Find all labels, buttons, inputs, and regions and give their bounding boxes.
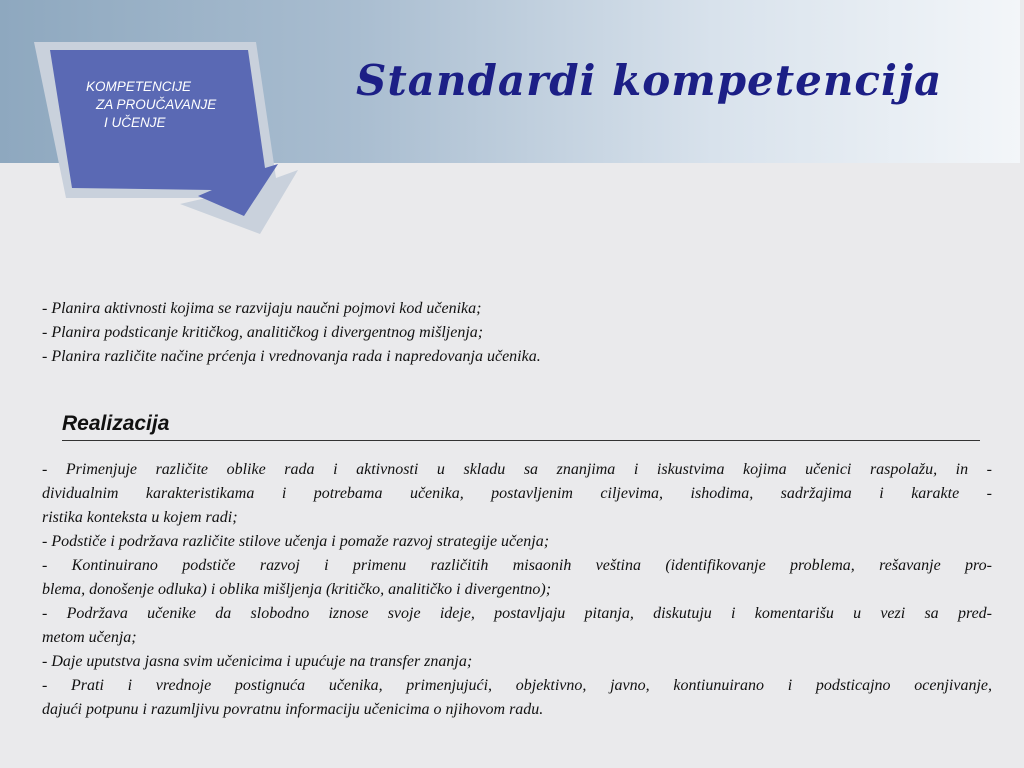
badge-arrow-icon — [30, 38, 300, 238]
section-divider — [62, 440, 980, 441]
badge-label — [86, 78, 216, 132]
planning-list — [42, 297, 992, 369]
list-item: - Planira podsticanje kritičkog, analitičkog i divergentnog mišljenja; — [42, 324, 484, 341]
list-item — [42, 650, 992, 674]
list-item-line: blema, donošenje odluka) i oblika mišljenja (kritičko, analitičko i divergentno); — [42, 581, 552, 598]
list-item-line: metom učenja; — [42, 629, 137, 646]
list-item — [42, 458, 992, 530]
list-item: - Planira aktivnosti kojima se razvijaju naučni pojmovi kod učenika; — [42, 300, 482, 317]
list-item-line: - Kontinuirano podstiče razvoj i primenu različitih misaonih veština (identifikovanje problema, rešavanje pro- — [42, 557, 992, 574]
badge-line-1: KOMPETENCIJE — [86, 79, 192, 94]
list-item — [42, 674, 992, 722]
list-item-line: ristika konteksta u kojem radi; — [42, 509, 238, 526]
list-item — [42, 530, 992, 554]
list-item-line: - Podržava učenike da slobodno iznose svoje ideje, postavljaju pitanja, diskutuju i komentarišu u vezi sa pred- — [42, 605, 992, 622]
list-item — [42, 602, 992, 650]
list-item-line: - Daje uputstva jasna svim učenicima i upućuje na transfer znanja; — [42, 653, 473, 670]
list-item: - Planira različite načine prćenja i vrednovanja rada i napredovanja učenika. — [42, 348, 541, 365]
list-item — [42, 554, 992, 602]
list-item-line: - Primenjuje različite oblike rada i aktivnosti u skladu sa znanjima i iskustvima kojima učenici raspolažu, in - — [42, 461, 992, 478]
page-title: Standardi kompetencija — [356, 56, 943, 105]
badge-line-3: I UČENJE — [104, 115, 166, 130]
list-item-line: dividualnim karakteristikama i potrebama učenika, postavljenim ciljevima, ishodima, sadržajima i karakte - — [42, 485, 992, 502]
list-item-line: - Prati i vrednoje postignuća učenika, primenjujući, objektivno, javno, kontiunuirano i podsticajno ocenjivanje, — [42, 677, 992, 694]
realization-list — [42, 458, 992, 722]
list-item-line: dajući potpunu i razumljivu povratnu informaciju učenicima o njihovom radu. — [42, 701, 544, 718]
section-heading: Realizacija — [62, 412, 170, 435]
list-item-line: - Podstiče i podržava različite stilove učenja i pomaže razvoj strategije učenja; — [42, 533, 550, 550]
badge-line-2: ZA PROUČAVANJE — [96, 97, 217, 112]
